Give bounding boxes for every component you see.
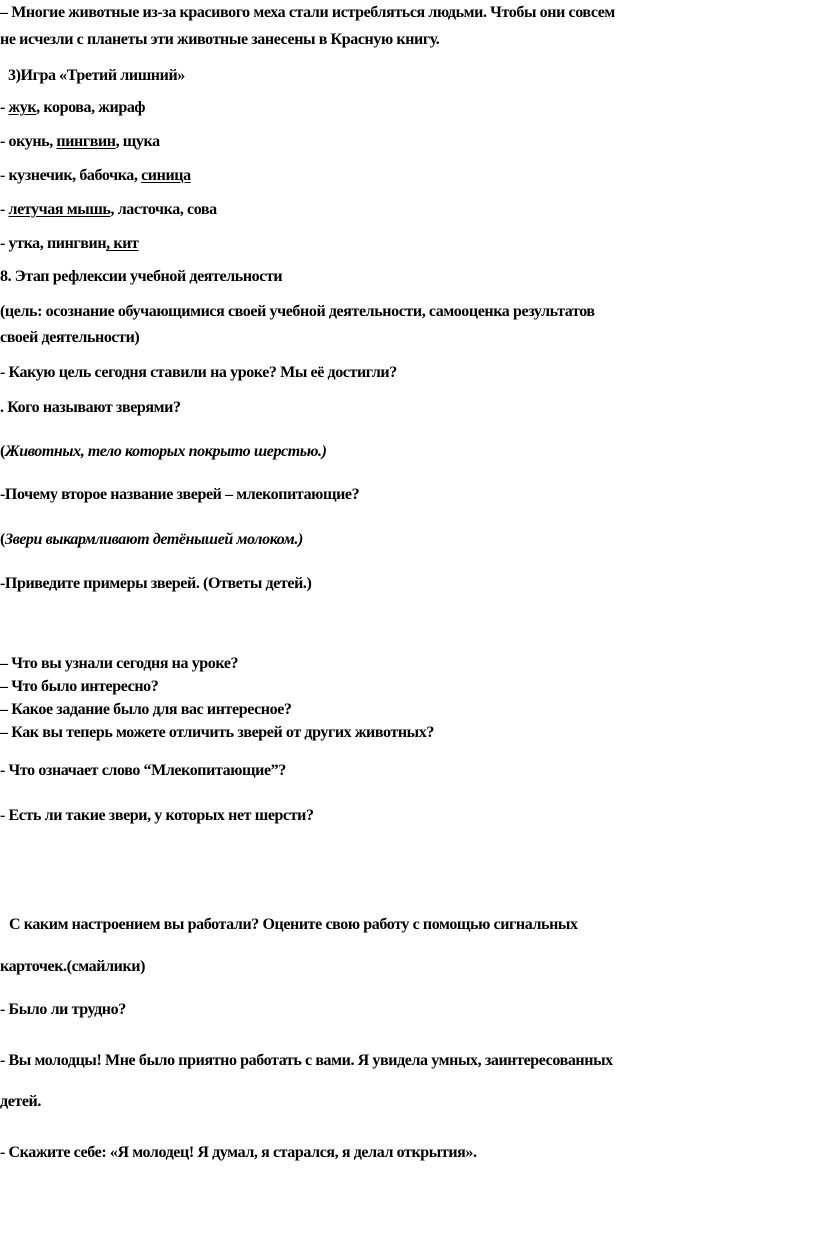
question-mammals: -Почему второе название зверей – млекопитающие? <box>0 486 360 503</box>
odd-word: жук <box>8 99 37 116</box>
game-title: 3)Игра «Третий лишний» <box>8 67 185 84</box>
question-beasts: . Кого называют зверями? <box>0 399 181 416</box>
game-row-3: - кузнечик, бабочка, синица <box>0 167 191 184</box>
intro-line-2: не исчезли с планеты эти животные занесены в Красную книгу. <box>0 31 440 48</box>
mood-line-2: карточек.(смайлики) <box>0 958 146 975</box>
question-no-fur: - Есть ли такие звери, у которых нет шерсти? <box>0 807 314 824</box>
question-milk-word: - Что означает слово “Млекопитающие”? <box>0 762 286 779</box>
odd-word: пингвин <box>56 133 116 150</box>
question-examples: -Приведите примеры зверей. (Ответы детей.) <box>0 575 312 592</box>
odd-word: летучая мышь <box>8 201 111 218</box>
game-row-4: - летучая мышь, ласточка, сова <box>0 201 217 218</box>
odd-word: , кит <box>106 235 139 252</box>
review-item-1: – Что вы узнали сегодня на уроке? <box>0 655 239 672</box>
odd-word: синица <box>141 167 191 184</box>
game-row-5: - утка, пингвин, кит <box>0 235 139 252</box>
answer-mammals: (Звери выкармливают детёнышей молоком.) <box>0 531 303 548</box>
review-item-2: – Что было интересно? <box>0 678 159 695</box>
question-goal: - Какую цель сегодня ставили на уроке? Мы её достигли? <box>0 364 397 381</box>
intro-line-1: – Многие животные из-за красивого меха стали истребляться людьми. Чтобы они совсем <box>0 4 615 21</box>
praise-line-1: - Вы молодцы! Мне было приятно работать с вами. Я увидела умных, заинтересованных <box>0 1052 613 1069</box>
question-hard: - Было ли трудно? <box>0 1001 126 1018</box>
answer-beasts: (Животных, тело которых покрыто шерстью.) <box>0 443 327 460</box>
game-row-2: - окунь, пингвин, щука <box>0 133 160 150</box>
review-item-3: – Какое задание было для вас интересное? <box>0 701 292 718</box>
final-statement: - Скажите себе: «Я молодец! Я думал, я старался, я делал открытия». <box>0 1144 477 1161</box>
stage8-goal-line-1: (цель: осознание обучающимися своей учебной деятельности, самооценка результатов <box>0 303 595 320</box>
mood-line-1: С каким настроением вы работали? Оцените свою работу с помощью сигнальных <box>9 916 578 933</box>
praise-line-2: детей. <box>0 1093 41 1110</box>
review-item-4: – Как вы теперь можете отличить зверей от других животных? <box>0 724 434 741</box>
stage8-title: 8. Этап рефлексии учебной деятельности <box>0 268 283 285</box>
game-row-1: - жук, корова, жираф <box>0 99 146 116</box>
stage8-goal-line-2: своей деятельности) <box>0 329 140 346</box>
